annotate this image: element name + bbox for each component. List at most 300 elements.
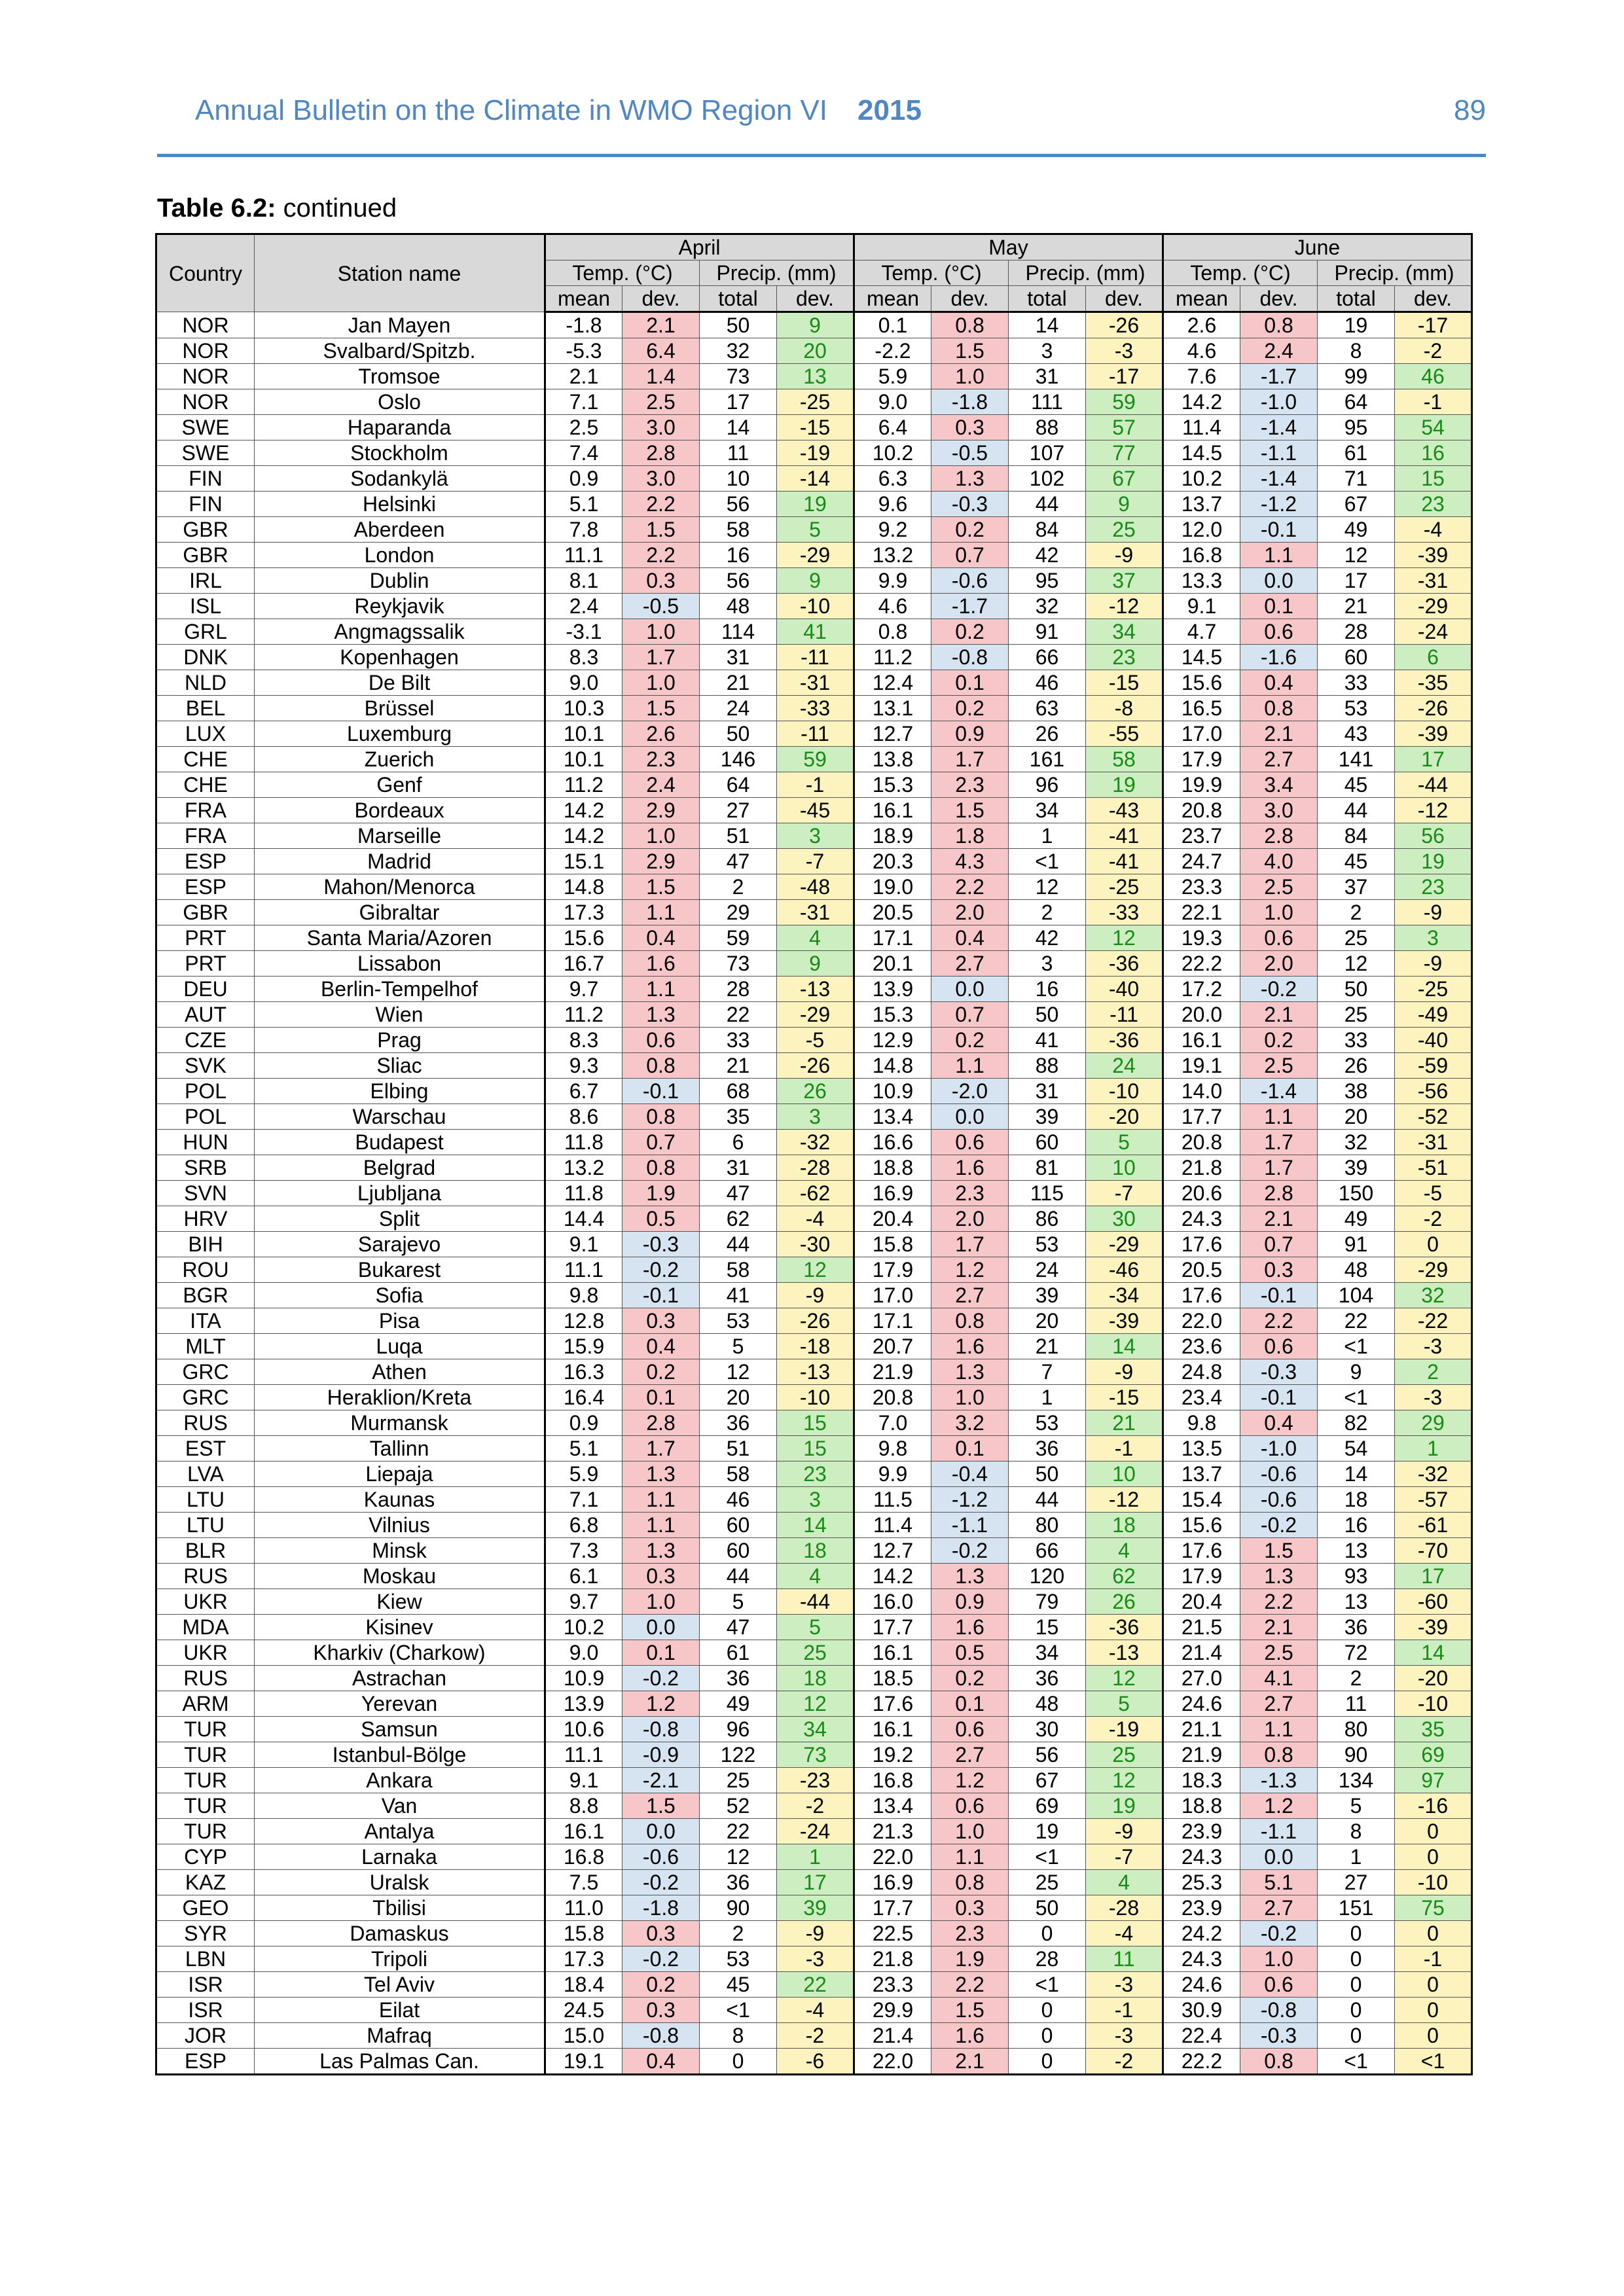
june-precip-total-cell: 9 <box>1318 1359 1395 1385</box>
country-cell: GRL <box>156 619 255 645</box>
may-temp-dev-cell: 0.8 <box>931 312 1009 338</box>
june-precip-dev-cell: 17 <box>1395 747 1472 772</box>
country-cell: ESP <box>156 2049 255 2075</box>
june-mean-cell: 21.8 <box>1163 1155 1240 1181</box>
station-cell: Antalya <box>255 1819 545 1844</box>
table-row <box>156 1742 1472 1768</box>
april-precip-dev-cell: -48 <box>777 874 854 900</box>
may-precip-total-cell: 44 <box>1009 1487 1086 1513</box>
april-precip-dev-cell: -9 <box>777 1921 854 1946</box>
april-temp-dev-cell: 1.5 <box>623 517 700 543</box>
june-mean-cell: 24.3 <box>1163 1206 1240 1232</box>
april-precip-total-cell: 5 <box>700 1334 777 1359</box>
station-cell: Sofia <box>255 1283 545 1308</box>
country-cell: TUR <box>156 1717 255 1742</box>
may-precip-dev-cell: -26 <box>1086 312 1163 338</box>
station-cell: Svalbard/Spitzb. <box>255 338 545 364</box>
june-temp-dev-cell: 0.2 <box>1240 1028 1318 1053</box>
april-precip-dev-cell: 9 <box>777 568 854 594</box>
april-mean-cell: 9.1 <box>545 1232 623 1257</box>
april-precip-dev-cell: 12 <box>777 1257 854 1283</box>
country-cell: SRB <box>156 1155 255 1181</box>
may-temp-dev-cell: -1.7 <box>931 594 1009 619</box>
station-cell: Heraklion/Kreta <box>255 1385 545 1410</box>
april-precip-total-cell: 45 <box>700 1972 777 1998</box>
may-mean-cell: 21.3 <box>854 1819 931 1844</box>
may-precip-dev-cell: -28 <box>1086 1895 1163 1921</box>
april-mean-cell: 6.7 <box>545 1079 623 1104</box>
may-mean-cell: 19.2 <box>854 1742 931 1768</box>
country-cell: DEU <box>156 977 255 1002</box>
may-mean-cell: 16.8 <box>854 1768 931 1793</box>
june-precip-total-cell: 38 <box>1318 1079 1395 1104</box>
june-temp-dev-cell: 2.8 <box>1240 1181 1318 1206</box>
country-cell: GEO <box>156 1895 255 1921</box>
may-precip-total-cell: 30 <box>1009 1717 1086 1742</box>
april-precip-dev-cell: -9 <box>777 1283 854 1308</box>
june-temp-dev-cell: 2.1 <box>1240 1615 1318 1640</box>
april-temp-dev-cell: 2.6 <box>623 721 700 747</box>
june-mean-cell: 4.7 <box>1163 619 1240 645</box>
april-temp-dev-cell: 1.3 <box>623 1002 700 1028</box>
may-precip-total-cell: 56 <box>1009 1742 1086 1768</box>
june-precip-total-cell: 33 <box>1318 1028 1395 1053</box>
station-cell: Aberdeen <box>255 517 545 543</box>
may-temp-dev-cell: -2.0 <box>931 1079 1009 1104</box>
april-precip-dev-cell: -33 <box>777 696 854 721</box>
april-temp-dev-cell: -0.3 <box>623 1232 700 1257</box>
june-temp-dev-cell: 2.1 <box>1240 721 1318 747</box>
april-mean-cell: 10.6 <box>545 1717 623 1742</box>
page-number: 89 <box>1454 94 1486 126</box>
june-precip-total-cell: 36 <box>1318 1615 1395 1640</box>
june-mean-cell: 13.7 <box>1163 1462 1240 1487</box>
may-precip-dev-cell: -39 <box>1086 1308 1163 1334</box>
may-mean-cell: 20.4 <box>854 1206 931 1232</box>
col-station-header: Station name <box>255 234 545 312</box>
may-precip-total-cell: 36 <box>1009 1436 1086 1462</box>
april-temp-dev-cell: 6.4 <box>623 338 700 364</box>
may-precip-total-cell: 161 <box>1009 747 1086 772</box>
april-mean-cell: 8.3 <box>545 1028 623 1053</box>
april-precip-total-cell: 47 <box>700 849 777 874</box>
june-precip-total-cell: 20 <box>1318 1104 1395 1130</box>
may-temp-dev-cell: 0.2 <box>931 517 1009 543</box>
june-temp-dev-cell: -0.1 <box>1240 517 1318 543</box>
april-temp-dev-cell: 0.1 <box>623 1385 700 1410</box>
header-rule <box>157 154 1486 157</box>
june-temp-dev-cell: 3.4 <box>1240 772 1318 798</box>
april-precip-dev-cell: 19 <box>777 492 854 517</box>
may-precip-dev-cell: 26 <box>1086 1589 1163 1615</box>
may-precip-total-cell: 24 <box>1009 1257 1086 1283</box>
june-temp-dev-cell: 1.2 <box>1240 1793 1318 1819</box>
april-temp-dev-cell: 0.8 <box>623 1053 700 1079</box>
april-mean-cell: 17.3 <box>545 900 623 925</box>
april-temp-dev-cell: 0.8 <box>623 1155 700 1181</box>
june-temp-dev-cell: 0.7 <box>1240 1232 1318 1257</box>
june-temp-dev-cell: 1.0 <box>1240 900 1318 925</box>
may-temp-dev-cell: 0.6 <box>931 1717 1009 1742</box>
station-cell: Pisa <box>255 1308 545 1334</box>
may-mean-cell: 18.5 <box>854 1666 931 1691</box>
june-precip-total-cell: 50 <box>1318 977 1395 1002</box>
table-row <box>156 415 1472 440</box>
may-precip-dev-cell: 62 <box>1086 1564 1163 1589</box>
table-caption <box>157 194 397 223</box>
may-mean-cell: 13.9 <box>854 977 931 1002</box>
station-cell: Angmagssalik <box>255 619 545 645</box>
april-precip-dev-cell: -62 <box>777 1181 854 1206</box>
april-temp-dev-cell: 1.5 <box>623 874 700 900</box>
table-row <box>156 1666 1472 1691</box>
june-temp-dev-cell: 1.7 <box>1240 1155 1318 1181</box>
june-precip-dev-cell: 0 <box>1395 1972 1472 1998</box>
april-precip-dev-cell: -28 <box>777 1155 854 1181</box>
may-precip-total-cell: 32 <box>1009 594 1086 619</box>
may-temp-dev-cell: 2.0 <box>931 1206 1009 1232</box>
april-precip-dev-cell: -13 <box>777 977 854 1002</box>
june-temp-dev-cell: -1.6 <box>1240 645 1318 670</box>
june-precip-dev-cell: 32 <box>1395 1283 1472 1308</box>
june-precip-total-cell: 0 <box>1318 1972 1395 1998</box>
april-precip-total-cell: 96 <box>700 1717 777 1742</box>
april-precip-dev-cell: -24 <box>777 1819 854 1844</box>
april-temp-dev-cell: 0.4 <box>623 2049 700 2075</box>
may-mean-cell: 13.2 <box>854 543 931 568</box>
april-precip-total-cell: 2 <box>700 1921 777 1946</box>
may-temp-dev-cell: 1.3 <box>931 466 1009 492</box>
may-precip-dev-cell: 4 <box>1086 1538 1163 1564</box>
june-temp-dev-cell: -0.1 <box>1240 1283 1318 1308</box>
april-mean-cell: 17.3 <box>545 1946 623 1972</box>
may-precip-total-cell: 36 <box>1009 1666 1086 1691</box>
country-cell: MLT <box>156 1334 255 1359</box>
station-cell: Dublin <box>255 568 545 594</box>
june-precip-total-cell: 25 <box>1318 1002 1395 1028</box>
table-row <box>156 1181 1472 1206</box>
may-precip-total-cell: 80 <box>1009 1513 1086 1538</box>
may-precip-dev-cell: -46 <box>1086 1257 1163 1283</box>
may-temp-dev-cell: 1.1 <box>931 1053 1009 1079</box>
june-precip-total-cell: 2 <box>1318 900 1395 925</box>
april-precip-dev-cell: -19 <box>777 440 854 466</box>
april-temp-dev-cell: 1.3 <box>623 1462 700 1487</box>
may-precip-total-cell: 111 <box>1009 389 1086 415</box>
april-precip-dev-cell: 73 <box>777 1742 854 1768</box>
june-precip-total-cell: 82 <box>1318 1410 1395 1436</box>
june-precip-dev-cell: -1 <box>1395 389 1472 415</box>
april-mean-cell: 2.4 <box>545 594 623 619</box>
may-precip-dev-cell: -36 <box>1086 1028 1163 1053</box>
station-cell: Prag <box>255 1028 545 1053</box>
country-cell: POL <box>156 1104 255 1130</box>
april-precip-total-cell: 73 <box>700 951 777 977</box>
april-temp-dev-cell: 2.5 <box>623 389 700 415</box>
may-temp-dev-cell: 1.6 <box>931 2023 1009 2049</box>
may-mean-cell: 14.2 <box>854 1564 931 1589</box>
may-precip-total-cell: 53 <box>1009 1232 1086 1257</box>
april-mean-cell: 18.4 <box>545 1972 623 1998</box>
june-temp-dev-cell: -1.0 <box>1240 389 1318 415</box>
station-cell: Tbilisi <box>255 1895 545 1921</box>
april-mean-cell: 9.7 <box>545 1589 623 1615</box>
june-precip-dev-cell: -60 <box>1395 1589 1472 1615</box>
june-mean-cell: 19.9 <box>1163 772 1240 798</box>
june-mean-cell: 19.3 <box>1163 925 1240 951</box>
june-precip-total-cell: 13 <box>1318 1538 1395 1564</box>
april-temp-dev-cell: 0.2 <box>623 1359 700 1385</box>
june-mean-cell: 21.4 <box>1163 1640 1240 1666</box>
april-precip-total-cell: 52 <box>700 1793 777 1819</box>
april-mean-cell: 13.9 <box>545 1691 623 1717</box>
may-precip-total-cell: 81 <box>1009 1155 1086 1181</box>
april-precip-total-cell: 16 <box>700 543 777 568</box>
station-cell: Berlin-Tempelhof <box>255 977 545 1002</box>
june-mean-cell: 17.7 <box>1163 1104 1240 1130</box>
may-mean-cell: 22.0 <box>854 2049 931 2075</box>
june-total-header: total <box>1318 286 1395 312</box>
table-row <box>156 849 1472 874</box>
june-precip-total-cell: 18 <box>1318 1487 1395 1513</box>
table-row <box>156 977 1472 1002</box>
april-precip-total-cell: 35 <box>700 1104 777 1130</box>
april-precip-dev-cell: 34 <box>777 1717 854 1742</box>
table-row <box>156 1793 1472 1819</box>
table-row <box>156 874 1472 900</box>
april-temp-dev-cell: -0.5 <box>623 594 700 619</box>
may-precip-dev-cell: 14 <box>1086 1334 1163 1359</box>
table-row <box>156 1998 1472 2023</box>
june-mean-cell: 24.6 <box>1163 1691 1240 1717</box>
table-row <box>156 1538 1472 1564</box>
april-precip-total-cell: 11 <box>700 440 777 466</box>
june-mean-header: mean <box>1163 286 1240 312</box>
may-mean-cell: 19.0 <box>854 874 931 900</box>
table-row <box>156 338 1472 364</box>
may-precip-total-cell: <1 <box>1009 1844 1086 1870</box>
june-precip-dev-cell: 3 <box>1395 925 1472 951</box>
country-cell: CHE <box>156 747 255 772</box>
april-precip-dev-cell: -23 <box>777 1768 854 1793</box>
april-precip-total-cell: 60 <box>700 1538 777 1564</box>
april-mean-cell: 11.1 <box>545 543 623 568</box>
may-precip-dev-cell: -43 <box>1086 798 1163 823</box>
may-mean-cell: 20.5 <box>854 900 931 925</box>
station-cell: Ljubljana <box>255 1181 545 1206</box>
may-precip-dev-cell: -2 <box>1086 2049 1163 2075</box>
june-mean-cell: 17.6 <box>1163 1283 1240 1308</box>
country-cell: PRT <box>156 951 255 977</box>
april-mean-cell: -3.1 <box>545 619 623 645</box>
april-precip-dev-cell: 13 <box>777 364 854 389</box>
june-mean-cell: 14.2 <box>1163 389 1240 415</box>
april-precip-total-cell: 53 <box>700 1946 777 1972</box>
april-mean-cell: 10.1 <box>545 747 623 772</box>
month-header-april: April <box>545 234 854 260</box>
april-precip-dev-cell: 41 <box>777 619 854 645</box>
may-precip-dev-cell: -40 <box>1086 977 1163 1002</box>
june-temp-dev-cell: -0.2 <box>1240 1921 1318 1946</box>
april-temp-dev-cell: 1.0 <box>623 1589 700 1615</box>
june-temp-dev-cell: 0.0 <box>1240 568 1318 594</box>
june-mean-cell: 18.3 <box>1163 1768 1240 1793</box>
station-cell: Jan Mayen <box>255 312 545 338</box>
country-cell: HRV <box>156 1206 255 1232</box>
june-mean-cell: 13.5 <box>1163 1436 1240 1462</box>
may-mean-cell: 4.6 <box>854 594 931 619</box>
table-row <box>156 951 1472 977</box>
station-cell: Marseille <box>255 823 545 849</box>
june-precip-total-cell: 61 <box>1318 440 1395 466</box>
station-cell: Istanbul-Bölge <box>255 1742 545 1768</box>
may-mean-cell: 9.8 <box>854 1436 931 1462</box>
table-row <box>156 1615 1472 1640</box>
table-body <box>156 312 1472 2075</box>
country-cell: GRC <box>156 1385 255 1410</box>
june-mean-cell: 16.5 <box>1163 696 1240 721</box>
april-precip-dev-cell: 12 <box>777 1691 854 1717</box>
table-row <box>156 1130 1472 1155</box>
april-precip-dev-cell: -14 <box>777 466 854 492</box>
april-temp-dev-cell: 2.3 <box>623 747 700 772</box>
june-precip-total-cell: 8 <box>1318 1819 1395 1844</box>
month-header-june: June <box>1163 234 1472 260</box>
station-cell: Vilnius <box>255 1513 545 1538</box>
may-precip-dev-cell: 59 <box>1086 389 1163 415</box>
june-mean-cell: 2.6 <box>1163 312 1240 338</box>
station-cell: Brüssel <box>255 696 545 721</box>
april-mean-cell: 15.1 <box>545 849 623 874</box>
april-precip-dev-cell: 5 <box>777 517 854 543</box>
station-cell: Kopenhagen <box>255 645 545 670</box>
may-precip-dev-cell: -3 <box>1086 2023 1163 2049</box>
april-temp-dev-cell: 2.1 <box>623 312 700 338</box>
station-cell: Luxemburg <box>255 721 545 747</box>
june-mean-cell: 22.2 <box>1163 951 1240 977</box>
table-row <box>156 2049 1472 2075</box>
may-temp-dev-cell: 1.8 <box>931 823 1009 849</box>
june-precip-dev-cell: 15 <box>1395 466 1472 492</box>
table-row <box>156 1946 1472 1972</box>
country-cell: RUS <box>156 1564 255 1589</box>
station-cell: Genf <box>255 772 545 798</box>
may-mean-cell: 16.1 <box>854 798 931 823</box>
april-mean-cell: 9.0 <box>545 1640 623 1666</box>
may-precip-dev-cell: 24 <box>1086 1053 1163 1079</box>
table-row <box>156 1844 1472 1870</box>
june-precip-total-cell: 12 <box>1318 951 1395 977</box>
country-cell: RUS <box>156 1666 255 1691</box>
station-cell: Haparanda <box>255 415 545 440</box>
april-precip-total-cell: 21 <box>700 670 777 696</box>
april-mean-cell: 15.8 <box>545 1921 623 1946</box>
april-precip-total-cell: 61 <box>700 1640 777 1666</box>
june-temp-dev-cell: 1.5 <box>1240 1538 1318 1564</box>
may-precip-total-cell: 69 <box>1009 1793 1086 1819</box>
april-precip-total-cell: 28 <box>700 977 777 1002</box>
country-cell: POL <box>156 1079 255 1104</box>
june-temp-dev-cell: 1.0 <box>1240 1946 1318 1972</box>
station-cell: Tromsoe <box>255 364 545 389</box>
station-cell: Zuerich <box>255 747 545 772</box>
june-precip-dev-cell: -5 <box>1395 1181 1472 1206</box>
april-temp-dev-cell: 3.0 <box>623 466 700 492</box>
may-precip-total-cell: 26 <box>1009 721 1086 747</box>
may-precip-total-cell: 21 <box>1009 1334 1086 1359</box>
may-temp-dev-cell: 1.0 <box>931 364 1009 389</box>
june-temp-dev-cell: -1.0 <box>1240 1436 1318 1462</box>
april-mean-cell: 14.2 <box>545 823 623 849</box>
april-mean-cell: 9.1 <box>545 1768 623 1793</box>
april-precip-dev-cell: 39 <box>777 1895 854 1921</box>
may-precip-total-cell: 95 <box>1009 568 1086 594</box>
june-mean-cell: 21.9 <box>1163 1742 1240 1768</box>
april-mean-cell: 11.2 <box>545 1002 623 1028</box>
may-temp-dev-cell: 0.7 <box>931 1002 1009 1028</box>
may-temp-dev-cell: 0.2 <box>931 619 1009 645</box>
table-row <box>156 1564 1472 1589</box>
june-precip-dev-cell: -32 <box>1395 1462 1472 1487</box>
april-mean-cell: 15.9 <box>545 1334 623 1359</box>
table-row <box>156 1079 1472 1104</box>
june-precip-dev-cell: 0 <box>1395 1232 1472 1257</box>
may-mean-cell: 9.2 <box>854 517 931 543</box>
june-precip-dev-cell: -20 <box>1395 1666 1472 1691</box>
june-precip-total-cell: 45 <box>1318 772 1395 798</box>
june-mean-cell: 20.8 <box>1163 1130 1240 1155</box>
may-mean-cell: 0.1 <box>854 312 931 338</box>
april-mean-header: mean <box>545 286 623 312</box>
may-precip-dev-cell: -7 <box>1086 1181 1163 1206</box>
june-precip-total-cell: 49 <box>1318 1206 1395 1232</box>
may-precip-dev-cell: 21 <box>1086 1410 1163 1436</box>
station-cell: Elbing <box>255 1079 545 1104</box>
june-precip-total-cell: <1 <box>1318 1385 1395 1410</box>
may-precip-total-cell: 7 <box>1009 1359 1086 1385</box>
june-precip-dev-cell: -29 <box>1395 1257 1472 1283</box>
may-mean-cell: 18.8 <box>854 1155 931 1181</box>
may-precip-total-cell: <1 <box>1009 849 1086 874</box>
may-precip-total-cell: 39 <box>1009 1104 1086 1130</box>
june-temp-dev-cell: 0.3 <box>1240 1257 1318 1283</box>
country-cell: CHE <box>156 772 255 798</box>
june-temp-dev-cell: -1.1 <box>1240 1819 1318 1844</box>
country-cell: ISR <box>156 1998 255 2023</box>
april-precip-total-cell: 20 <box>700 1385 777 1410</box>
may-precip-dev-cell: 5 <box>1086 1691 1163 1717</box>
may-temp-dev-cell: 0.5 <box>931 1640 1009 1666</box>
june-temp-dev-cell: 2.4 <box>1240 338 1318 364</box>
april-precip-total-cell: 17 <box>700 389 777 415</box>
country-cell: UKR <box>156 1640 255 1666</box>
may-temp-dev-cell: 0.3 <box>931 415 1009 440</box>
table-caption-text: continued <box>276 194 397 223</box>
april-precip-dev-cell: 14 <box>777 1513 854 1538</box>
april-temp-dev-cell: 0.0 <box>623 1819 700 1844</box>
may-precip-dev-cell: 19 <box>1086 772 1163 798</box>
june-temp-dev-header: dev. <box>1240 286 1318 312</box>
may-precip-dev-cell: -29 <box>1086 1232 1163 1257</box>
june-temp-dev-cell: 0.8 <box>1240 2049 1318 2075</box>
station-cell: Yerevan <box>255 1691 545 1717</box>
june-temp-dev-cell: -0.2 <box>1240 1513 1318 1538</box>
station-cell: Athen <box>255 1359 545 1385</box>
may-mean-cell: 22.0 <box>854 1844 931 1870</box>
april-mean-cell: 24.5 <box>545 1998 623 2023</box>
april-temp-dev-cell: 0.3 <box>623 1998 700 2023</box>
may-temp-dev-cell: 0.4 <box>931 925 1009 951</box>
